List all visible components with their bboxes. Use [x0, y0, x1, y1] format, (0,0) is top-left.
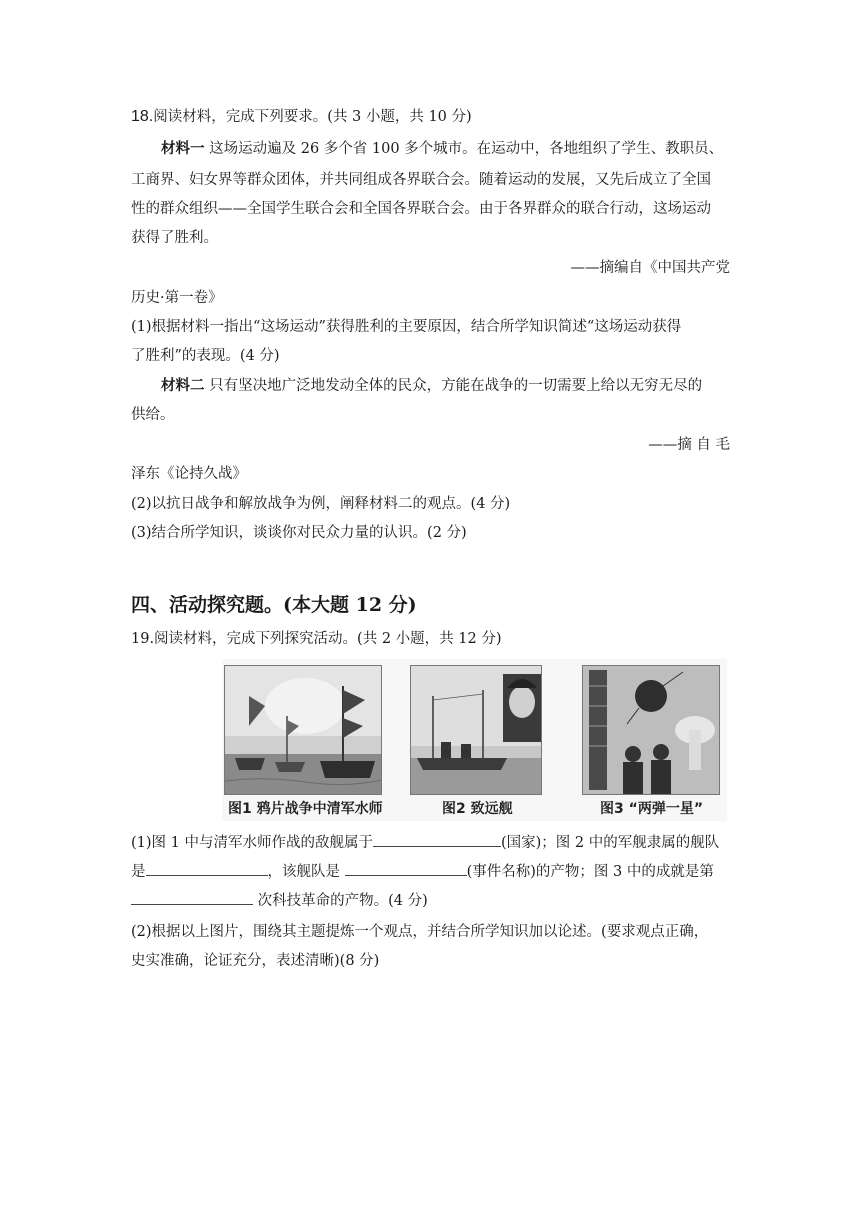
material-1-line-3: 性的群众组织——全国学生联合会和全国各界联合会。由于各界群众的联合行动，这场运动: [131, 201, 711, 217]
section-4-title: 四、活动探究题。(本大题 12 分): [131, 594, 417, 616]
material-2-line-1: [161, 376, 761, 396]
q19-part2-line-2: 史实准确，论证充分，表述清晰)(8 分): [131, 953, 380, 969]
q19-part1-line-3: [131, 890, 731, 911]
figure-2-image: [411, 666, 541, 794]
material-2-source-1: ——摘 自 毛: [648, 437, 730, 453]
material-1-source-2: 历史·第一卷》: [131, 290, 223, 306]
answer-blank-country[interactable]: [373, 832, 501, 847]
q19-part1-text-c: 是: [131, 864, 146, 880]
q19-part1-text-d: ，该舰队是: [267, 864, 340, 880]
q18-part3: (3)结合所学知识，谈谈你对民众力量的认识。(2 分): [131, 525, 467, 541]
q19-part1-text-b: (国家)；图 2 中的军舰隶属的舰队: [500, 835, 720, 851]
q18-part2: (2)以抗日战争和解放战争为例，阐释材料二的观点。(4 分): [131, 496, 511, 512]
answer-blank-fleet[interactable]: [146, 861, 268, 876]
q19-part2-line-1: (2)根据以上图片，围绕其主题提炼一个观点，并结合所学知识加以论述。(要求观点正确，: [131, 924, 709, 940]
figure-3-image: [583, 666, 719, 794]
q19-part1-text-e: (事件名称)的产物；图 3 中的成就是第: [466, 864, 714, 880]
q19-part1-line-2: [131, 861, 731, 882]
material-1-text-1: 这场运动遍及 26 多个省 100 多个城市。在运动中，各地组织了学生、教职员、: [209, 141, 724, 157]
material-1-line-2: 工商界、妇女界等群众团体，并共同组成各界联合会。随着运动的发展，又先后成立了全国: [131, 172, 711, 188]
material-2-line-2: 供给。: [131, 407, 175, 423]
q18-part1-line-2: 了胜利”的表现。(4 分): [131, 348, 280, 364]
q19-part1-text-f: 次科技革命的产物。(4 分): [257, 893, 428, 909]
figure-1-opium-war-navy: [224, 665, 382, 795]
q18-header: [131, 107, 731, 127]
material-2-source-2: 泽东《论持久战》: [131, 466, 247, 482]
answer-blank-revolution[interactable]: [131, 890, 253, 905]
material-1-label: 材料一: [161, 140, 205, 157]
figure-3-two-bombs-one-satellite: [582, 665, 720, 795]
figure-1-image: [225, 666, 381, 794]
material-2-label: 材料二: [161, 377, 205, 394]
figure-1-caption: 图1 鸦片战争中清军水师: [228, 801, 383, 817]
q19-part1-line-1: [131, 832, 731, 853]
figure-strip: [222, 659, 727, 821]
q19-header: 19.阅读材料，完成下列探究活动。(共 2 小题，共 12 分): [131, 631, 502, 647]
q19-part1-text-a: (1)图 1 中与清军水师作战的敌舰属于: [131, 835, 373, 851]
answer-blank-event[interactable]: [345, 861, 467, 876]
material-2-text-1: 只有坚决地广泛地发动全体的民众，方能在战争的一切需要上给以无穷无尽的: [209, 378, 703, 394]
q18-part1-line-1: (1)根据材料一指出“这场运动”获得胜利的主要原因，结合所学知识简述“这场运动获得: [131, 319, 682, 335]
material-1-line-4: 获得了胜利。: [131, 230, 218, 246]
q18-number: 18.: [131, 108, 154, 125]
figure-2-zhiyuan-warship: [410, 665, 542, 795]
q18-header-text: 阅读材料，完成下列要求。(共 3 小题，共 10 分): [153, 109, 472, 125]
material-1-source-1: ——摘编自《中国共产党: [570, 260, 730, 276]
material-1-line-1: [161, 139, 761, 159]
figure-2-caption: 图2 致远舰: [442, 801, 513, 817]
figure-3-caption: 图3 “两弹一星”: [600, 801, 704, 817]
